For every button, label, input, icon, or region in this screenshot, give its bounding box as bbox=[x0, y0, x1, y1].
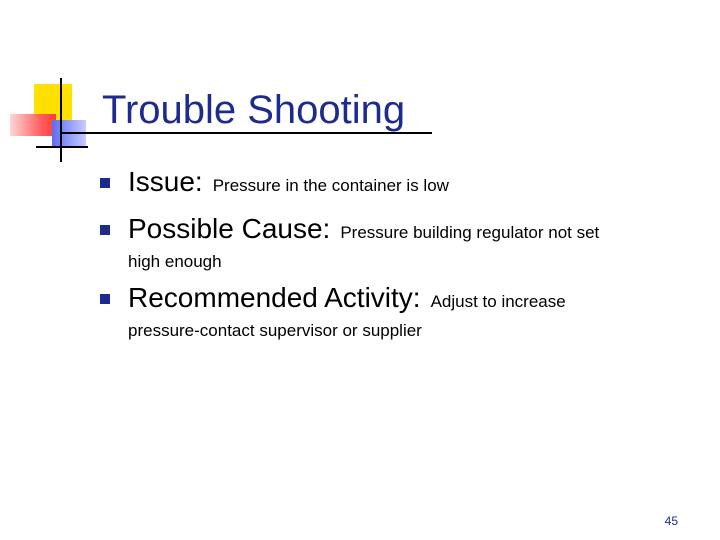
logo-vertical-line bbox=[60, 78, 62, 162]
square-bullet-icon bbox=[100, 294, 110, 304]
bullet-detail-continuation: pressure-contact supervisor or supplier bbox=[128, 321, 422, 340]
slide-title: Trouble Shooting bbox=[102, 88, 406, 132]
bullet-detail: Adjust to increase bbox=[430, 292, 566, 311]
bullet-label: Issue: bbox=[128, 166, 203, 197]
logo-horizontal-line bbox=[36, 146, 88, 148]
bullet-list bbox=[98, 165, 698, 350]
bullet-item-recommended-activity bbox=[98, 281, 698, 342]
bullet-item-issue bbox=[98, 165, 698, 204]
logo-red-bar bbox=[10, 114, 56, 136]
bullet-label: Recommended Activity: bbox=[128, 282, 421, 313]
decorative-logo bbox=[0, 0, 110, 170]
bullet-item-possible-cause bbox=[98, 212, 698, 273]
bullet-detail: Pressure in the container is low bbox=[212, 176, 449, 195]
page-number: 45 bbox=[664, 514, 678, 528]
bullet-detail: Pressure building regulator not set bbox=[340, 223, 600, 242]
square-bullet-icon bbox=[100, 178, 110, 188]
bullet-detail-continuation: high enough bbox=[128, 252, 222, 271]
square-bullet-icon bbox=[100, 225, 110, 235]
bullet-label: Possible Cause: bbox=[128, 213, 331, 244]
